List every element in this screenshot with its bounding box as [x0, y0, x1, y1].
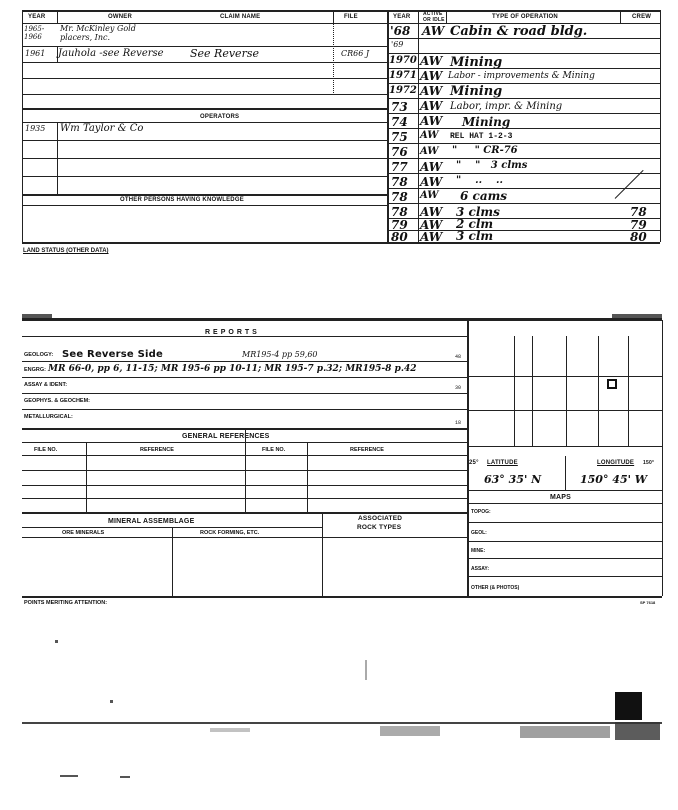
operation-status: AW: [420, 218, 443, 232]
rock-forming-label: ROCK FORMING, ETC.: [200, 530, 260, 536]
geology-value: See Reverse Side: [62, 349, 163, 360]
latitude-value: 63° 35' N: [484, 473, 542, 486]
operators-label: OPERATORS: [200, 114, 240, 120]
operation-status: AW: [420, 130, 439, 141]
operation-type: Labor, impr. & Mining: [450, 101, 563, 112]
mineral-assemblage-title: MINERAL ASSEMBLAGE: [108, 518, 195, 525]
operation-year: 78: [391, 190, 408, 204]
header-type-of-operation: TYPE OF OPERATION: [492, 14, 558, 20]
operation-status: AW: [422, 24, 445, 38]
maps-title: MAPS: [550, 494, 572, 501]
map-assay: ASSAY:: [471, 566, 490, 572]
operation-type: 3 clms: [456, 205, 500, 219]
operation-type: " " CR-76: [452, 145, 518, 156]
operation-type: 3 clm: [456, 229, 494, 243]
longitude-value: 150° 45' W: [580, 473, 648, 486]
operation-type: Mining: [450, 84, 503, 99]
ref-col-reference: REFERENCE: [140, 447, 174, 453]
operation-year: 1971: [389, 70, 417, 81]
land-status-label: LAND STATUS (OTHER DATA): [23, 248, 109, 254]
operation-status: AW: [420, 114, 443, 128]
metallurgical-label: METALLURGICAL:: [24, 414, 73, 420]
operation-year: 1970: [389, 55, 417, 66]
ore-minerals-label: ORE MINERALS: [62, 530, 105, 536]
side-number-2: 30: [455, 385, 462, 391]
operation-year: '69: [391, 40, 404, 49]
rock-types-label: ROCK TYPES: [357, 524, 402, 531]
geophys-label: GEOPHYS. & GEOCHEM:: [24, 398, 91, 404]
operation-status: AW: [420, 146, 439, 157]
side-number-3: 18: [455, 420, 462, 426]
operation-type: REL HAT 1-2-3: [450, 132, 513, 141]
operation-type: Mining: [462, 115, 511, 129]
operation-year: 79: [391, 218, 408, 232]
operation-status: AW: [420, 175, 443, 189]
operation-status: AW: [420, 99, 443, 113]
owner-2-file: CR66 J: [341, 49, 370, 58]
operation-status: AW: [420, 230, 443, 244]
form-number: SP 7618: [640, 600, 656, 605]
latitude-label: LATITUDE: [487, 460, 518, 466]
operation-year: 76: [391, 145, 408, 159]
operation-type: 2 clm: [456, 217, 494, 231]
operation-year: 73: [391, 100, 408, 114]
operation-status: AW: [420, 205, 443, 219]
map-topog: TOPOG:: [471, 509, 491, 515]
operation-crew: 78: [630, 205, 647, 219]
map-other: OTHER (& PHOTOS): [471, 585, 520, 591]
map-mine: MINE:: [471, 548, 486, 554]
header-claim-name: CLAIM NAME: [220, 14, 261, 20]
header-or-idle: OR IDLE: [423, 17, 445, 23]
operation-status: AW: [420, 84, 443, 98]
location-prefix: 25°: [469, 460, 479, 466]
header-year: YEAR: [28, 14, 46, 20]
ref-col-reference-2: REFERENCE: [350, 447, 384, 453]
owner-1-year: 1965- 1966: [24, 25, 45, 41]
geology-note: MR195-4 pp 59,60: [242, 350, 318, 359]
operation-status: AW: [420, 190, 439, 201]
other-persons-label: OTHER PERSONS HAVING KNOWLEDGE: [120, 197, 244, 203]
operation-type: " .. ..: [456, 175, 503, 186]
operation-crew: 79: [630, 218, 647, 232]
operation-year: 75: [391, 130, 408, 144]
operation-year: '68: [390, 24, 411, 38]
longitude-label: LONGITUDE: [597, 460, 635, 466]
operation-year: 78: [391, 205, 408, 219]
geology-label: GEOLOGY:: [24, 352, 54, 358]
header-crew: CREW: [632, 14, 652, 20]
operation-status: AW: [420, 54, 443, 68]
operator-1-year: 1935: [25, 124, 46, 133]
header-file: FILE: [344, 14, 358, 20]
engrg-value: MR 66-0, pp 6, 11-15; MR 195-6 pp 10-11; MR 195-7 p.32; MR195-8 p.42: [48, 364, 417, 374]
associated-label: ASSOCIATED: [358, 515, 403, 522]
operation-status: AW: [420, 160, 443, 174]
reports-title: REPORTS: [205, 329, 260, 336]
ref-col-file-no-2: FILE NO.: [262, 447, 286, 453]
header-active: ACTIVE: [423, 11, 443, 17]
operator-1-name: Wm Taylor & Co: [60, 123, 144, 134]
operation-year: 1972: [389, 85, 417, 96]
owner-2-name: Jauhola -see Reverse: [58, 48, 164, 59]
operation-type: Cabin & road bldg.: [450, 24, 588, 39]
operation-year: 77: [391, 160, 408, 174]
operation-year: 74: [391, 115, 408, 129]
operation-crew: 80: [630, 230, 647, 244]
ref-col-file-no: FILE NO.: [34, 447, 58, 453]
operation-status: AW: [420, 69, 443, 83]
operation-type: " " 3 clms: [456, 160, 528, 171]
operation-type: Labor - improvements & Mining: [448, 71, 595, 81]
operation-type: 6 cams: [460, 189, 508, 203]
header-year-2: YEAR: [393, 14, 411, 20]
operation-year: 78: [391, 175, 408, 189]
owner-1-name: Mr. McKinley Gold placers, Inc.: [60, 24, 136, 42]
longitude-suffix: 150°: [643, 460, 655, 466]
operation-year: 80: [391, 230, 408, 244]
owner-2-year: 1961: [25, 49, 46, 58]
points-meriting-attention-label: POINTS MERITING ATTENTION:: [24, 600, 108, 606]
owner-2-claim: See Reverse: [190, 47, 259, 60]
assay-label: ASSAY & IDENT:: [24, 382, 68, 388]
map-geol: GEOL:: [471, 530, 487, 536]
location-marker: [607, 379, 617, 389]
general-references-title: GENERAL REFERENCES: [182, 433, 270, 440]
side-number-1: 48: [455, 354, 462, 360]
operation-type: Mining: [450, 55, 503, 70]
header-owner: OWNER: [108, 14, 132, 20]
engrg-label: ENGRG:: [24, 367, 46, 373]
